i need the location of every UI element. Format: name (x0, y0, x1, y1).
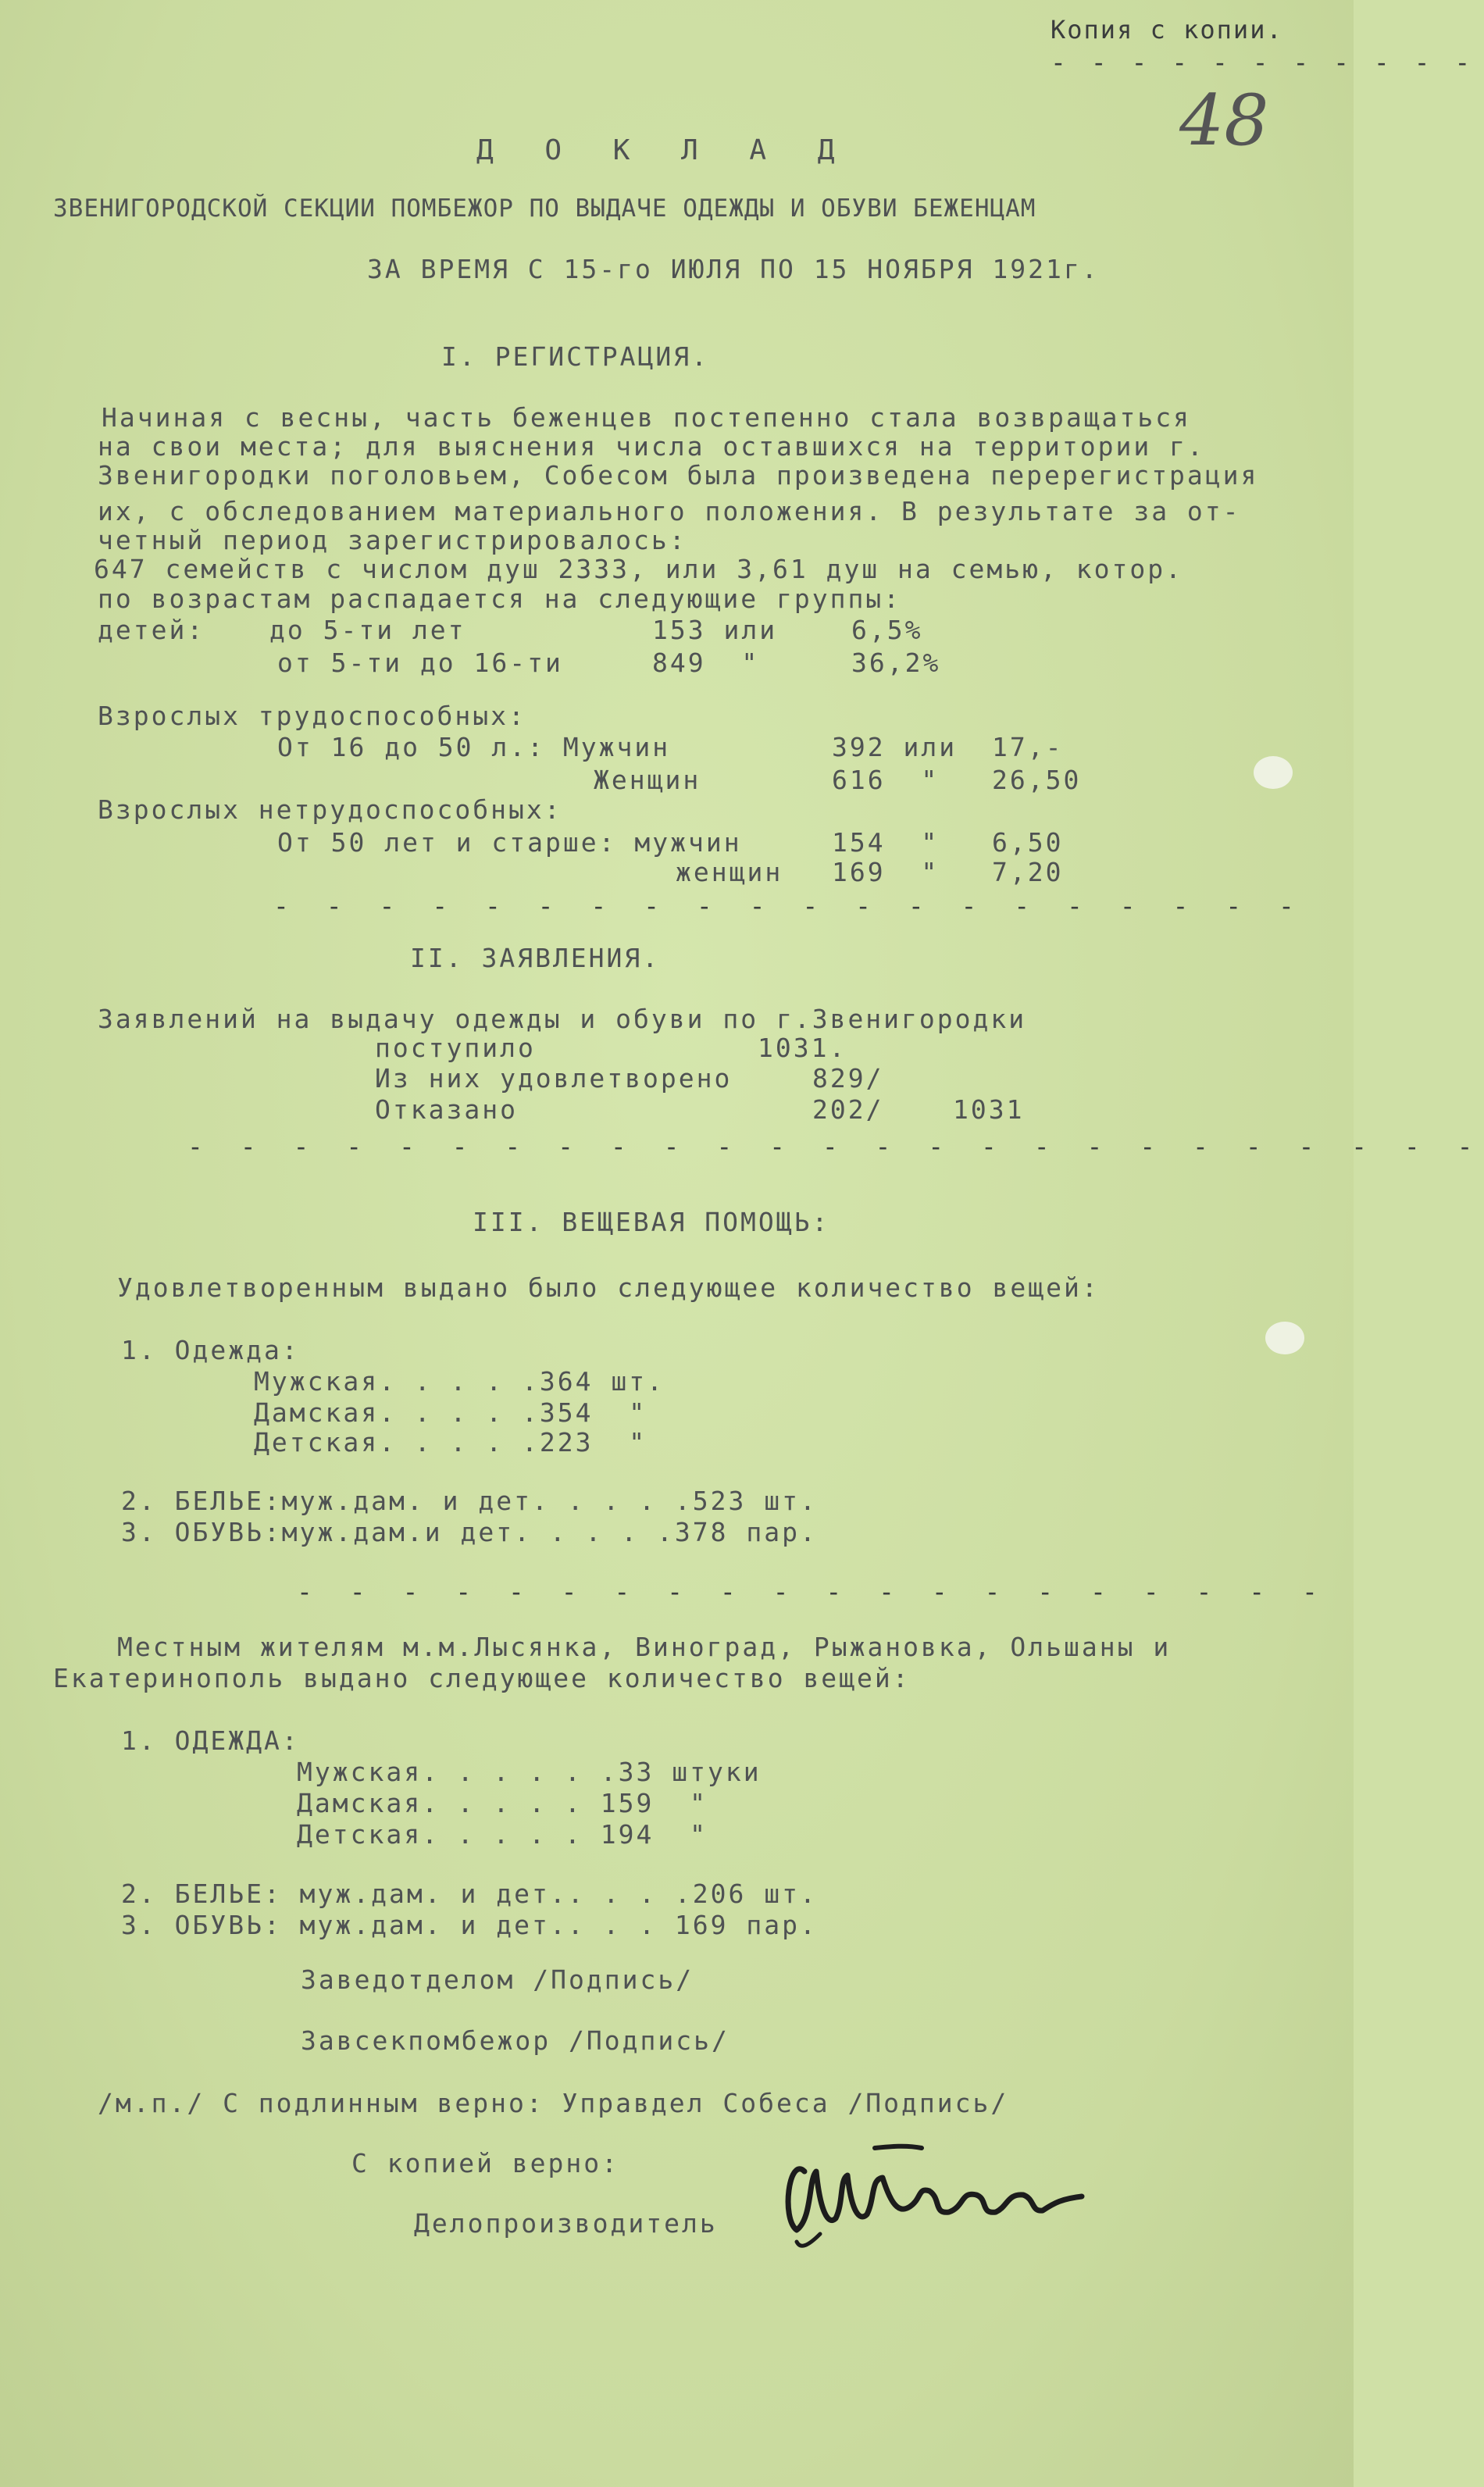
clerk-title: Делопроизводитель (414, 2208, 718, 2239)
adults-unable-count: 169 " (832, 857, 940, 887)
secretary-signature-line: Завсекпомбежор /Подпись/ (301, 2025, 730, 2056)
section1-para-line: их, с обследованием материального положения. В результате за от- (98, 496, 1241, 526)
clothing-line: Мужская. . . . .364 шт. (254, 1366, 665, 1397)
children-percent: 36,2% (851, 648, 941, 678)
clothing-label: 1. Одежда: (121, 1335, 300, 1365)
clothing-label: 1. ОДЕЖДА: (121, 1725, 300, 1756)
stamp-underline: - - - - - - - - - - - (1051, 47, 1475, 77)
adults-able-group: Женщин (594, 765, 701, 795)
adults-able-percent: 26,50 (992, 765, 1082, 795)
divider: - - - - - - - - - - - - - - - - - - - - (273, 890, 1305, 921)
section3-intro: Удовлетворенным выдано было следующее количество вещей: (117, 1272, 1100, 1303)
adults-unable-group: женщин (676, 857, 783, 887)
head-signature-line: Заведотделом /Подпись/ (301, 1964, 694, 1995)
section4-intro: Местным жителям м.м.Лысянка, Виноград, Рыжановка, Ольшаны и (117, 1632, 1172, 1662)
adults-able-count: 616 " (832, 765, 940, 795)
adults-able-percent: 17,- (992, 732, 1064, 762)
clothing-line: Дамская. . . . .354 " (254, 1397, 647, 1428)
items-line: 3. ОБУВЬ: муж.дам. и дет.. . . 169 пар. (121, 1910, 818, 1940)
adults-unable-label: Взрослых нетрудоспособных: (98, 794, 562, 825)
divider: - - - - - - - - - - - - - - - - - - - - (297, 1576, 1329, 1607)
applications-value: 1031. (758, 1033, 847, 1063)
clothing-line: Дамская. . . . . 159 " (297, 1788, 708, 1818)
adults-able-count: 392 или (832, 732, 958, 762)
children-age: до 5-ти лет (269, 615, 466, 645)
punch-hole (1265, 1322, 1304, 1354)
subtitle-line1: ЗВЕНИГОРОДСКОЙ СЕКЦИИ ПОМБЕЖОР ПО ВЫДАЧЕ ОДЕЖДЫ И ОБУВИ БЕЖЕНЦАМ (53, 194, 1036, 223)
children-count: 153 или (652, 615, 778, 645)
applications-total: 1031 (953, 1094, 1025, 1125)
section1-para-line: Начиная с весны, часть беженцев постепенно стала возвращаться (102, 402, 1191, 433)
punch-hole (1254, 756, 1293, 789)
copy-stamp: Копия с копии. (1051, 15, 1283, 45)
adults-able-group: От 16 до 50 л.: Мужчин (277, 732, 671, 762)
adults-unable-group: От 50 лет и старше: мужчин (277, 827, 742, 858)
adults-unable-percent: 6,50 (992, 827, 1064, 858)
applications-label: поступило (375, 1033, 536, 1063)
items-line: 2. БЕЛЬЕ:муж.дам. и дет. . . . .523 шт. (121, 1486, 818, 1516)
section1-para-line: на свои места; для выяснения числа оставшихся на территории г. (98, 431, 1205, 462)
section1-para-line: по возрастам распадается на следующие группы: (98, 583, 902, 614)
applications-label: Из них удовлетворено (375, 1063, 733, 1094)
items-line: 3. ОБУВЬ:муж.дам.и дет. . . . .378 пар. (121, 1517, 818, 1547)
section2-heading: II. ЗАЯВЛЕНИЯ. (410, 943, 661, 973)
certification-line: /м.п./ С подлинным верно: Управдел Собеса /Подпись/ (98, 2088, 1009, 2118)
section2-intro: Заявлений на выдачу одежды и обуви по г.Звенигородки (98, 1004, 1027, 1034)
applications-value: 202/ (812, 1094, 884, 1125)
applications-value: 829/ (812, 1063, 884, 1094)
clothing-line: Детская. . . . . 194 " (297, 1819, 708, 1850)
children-percent: 6,5% (851, 615, 923, 645)
adults-able-label: Взрослых трудоспособных: (98, 701, 526, 731)
handwritten-signature (773, 2125, 1109, 2257)
copy-certified-line: С копией верно: (351, 2148, 620, 2178)
section1-heading: I. РЕГИСТРАЦИЯ. (441, 341, 710, 372)
applications-label: Отказано (375, 1094, 518, 1125)
children-age: от 5-ти до 16-ти (277, 648, 563, 678)
section1-para-line: четный период зарегистрировалось: (98, 525, 687, 555)
clothing-line: Детская. . . . .223 " (254, 1427, 647, 1458)
items-line: 2. БЕЛЬЕ: муж.дам. и дет.. . . .206 шт. (121, 1879, 818, 1909)
section1-para-line: Звенигородки поголовьем, Собесом была произведена перерегистрация (98, 460, 1259, 491)
section3-heading: III. ВЕЩЕВАЯ ПОМОЩЬ: (473, 1207, 830, 1237)
clothing-line: Мужская. . . . . .33 штуки (297, 1757, 762, 1787)
document-title: Д О К Л А Д (476, 134, 852, 166)
section4-intro: Екатеринополь выдано следующее количество вещей: (53, 1663, 911, 1693)
subtitle-line2: ЗА ВРЕМЯ С 15-го ИЮЛЯ ПО 15 НОЯБРЯ 1921г. (367, 254, 1100, 284)
section1-para-line: 647 семейств с числом душ 2333, или 3,61 душ на семью, котор. (94, 554, 1183, 584)
adults-unable-count: 154 " (832, 827, 940, 858)
children-count: 849 " (652, 648, 760, 678)
divider: - - - - - - - - - - - - - - - - - - - - - - - - - (187, 1131, 1484, 1161)
children-label: детей: (98, 615, 205, 645)
adults-unable-percent: 7,20 (992, 857, 1064, 887)
page-number: 48 (1179, 80, 1269, 162)
